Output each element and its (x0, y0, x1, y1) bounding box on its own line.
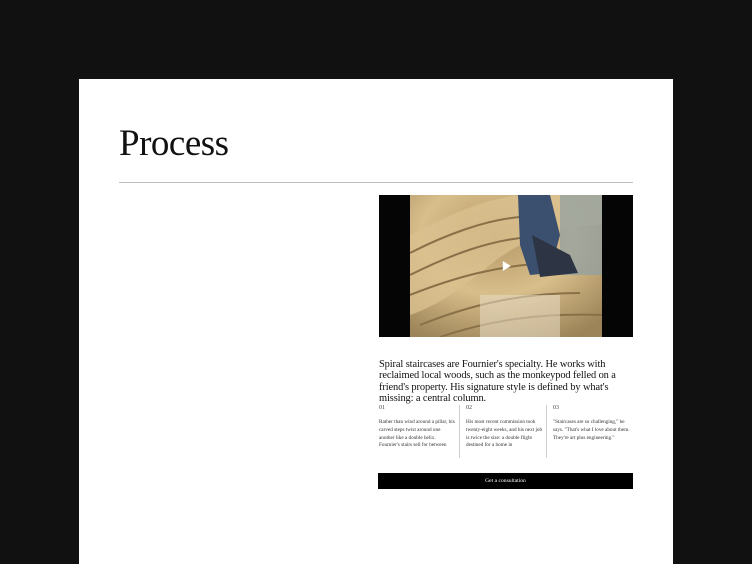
step-text: His most recent commission took twenty-eight weeks, and his next job is twice the size: a double flight destined for a home in (466, 419, 543, 449)
page-title: Process (119, 123, 229, 164)
play-icon[interactable] (503, 261, 511, 271)
process-step-2 (459, 405, 544, 458)
process-columns (379, 405, 633, 459)
step-number: 01 (379, 405, 385, 411)
content-card (79, 79, 673, 564)
video-player[interactable] (379, 195, 633, 337)
step-number: 02 (466, 405, 472, 411)
intro-paragraph: Spiral staircases are Fournier's specialty. He works with reclaimed local woods, such as the monkeypod felled on a friend's property. His signature style is defined by what's missing: a central column. (379, 359, 616, 405)
title-divider (119, 182, 633, 183)
step-number: 03 (553, 405, 559, 411)
process-step-3 (546, 405, 631, 458)
get-consultation-button[interactable]: Get a consultation (378, 473, 633, 489)
step-text: "Staircases are so challenging," he says. "That's what I love about them. They're art plus engineering." (553, 419, 630, 441)
step-text: Rather than wind around a pillar, his carved steps twist around one another like a double helix. Fournier's stairs sell for between (379, 419, 455, 449)
process-step-1 (379, 405, 457, 458)
